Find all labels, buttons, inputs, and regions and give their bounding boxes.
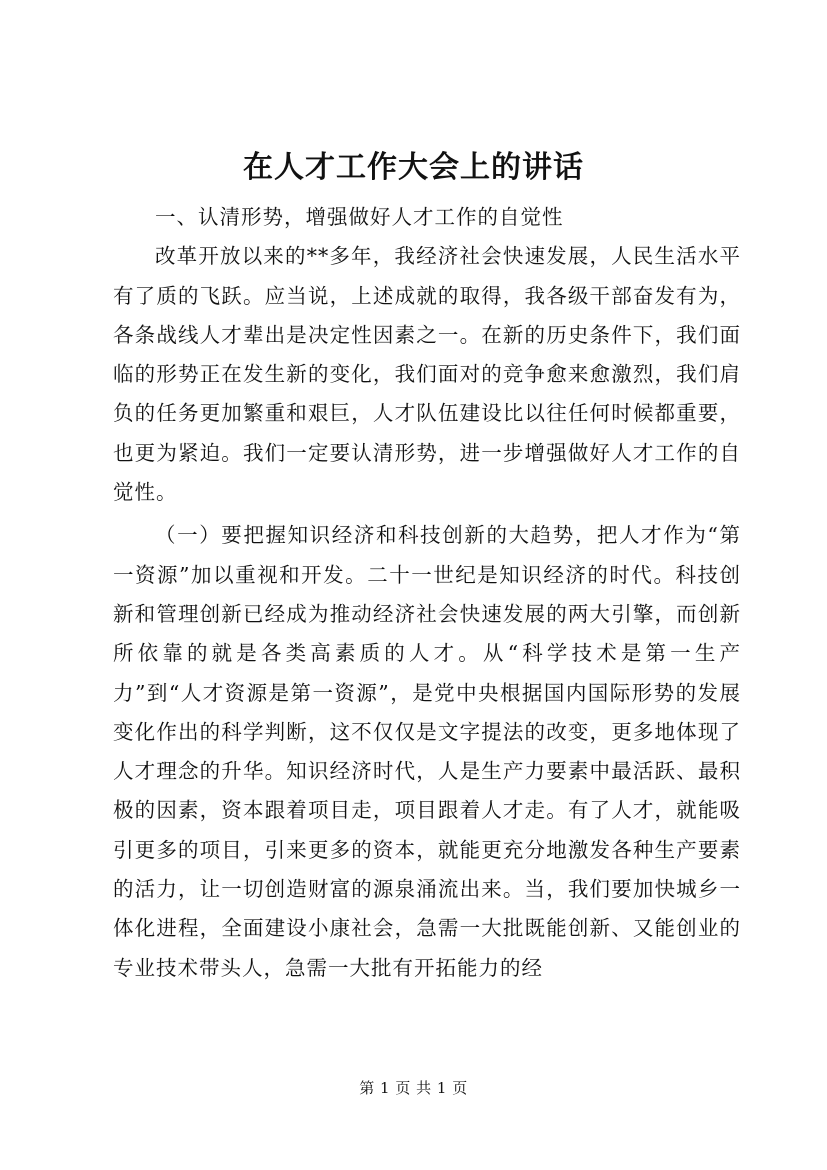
page-footer: 第 1 页 共 1 页	[359, 1079, 468, 1097]
paragraph: 改革开放以来的**多年，我经济社会快速发展，人民生活水平有了质的飞跃。应当说，上述成就的取得，我各级干部奋发有为，各条战线人才辈出是决定性因素之一。在新的历史条件下，我们面临的形势正在发生新的变化，我们面对的竞争愈来愈激烈，我们肩负的任务更加繁重和艰巨，人才队伍建设比以往任何时候都重要，也更为紧迫。我们一定要认清形势，进一步增强做好人才工作的自觉性。	[113, 244, 741, 505]
paragraph: （一）要把握知识经济和科技创新的大趋势，把人才作为“第一资源”加以重视和开发。二十一世纪是知识经济的时代。科技创新和管理创新已经成为推动经济社会快速发展的两大引擎，而创新所依靠的就是各类高素质的人才。从“科学技术是第一生产力”到“人才资源是第一资源”，是党中央根据国内国际形势的发展变化作出的科学判断，这不仅仅是文字提法的改变，更多地体现了人才理念的升华。知识经济时代，人是生产力要素中最活跃、最积极的因素，资本跟着项目走，项目跟着人才走。有了人才，就能吸引更多的项目，引来更多的资本，就能更充分地激发各种生产要素的活力，让一切创造财富的源泉涌流出来。当，我们要加快城乡一体化进程，全面建设小康社会，急需一大批既能创新、又能创业的专业技术带头人，急需一大批有开拓能力的经	[113, 523, 741, 980]
document-title: 在人才工作大会上的讲话	[243, 150, 584, 185]
document-body	[113, 198, 741, 988]
section-heading: 一、认清形势，增强做好人才工作的自觉性	[155, 205, 564, 229]
